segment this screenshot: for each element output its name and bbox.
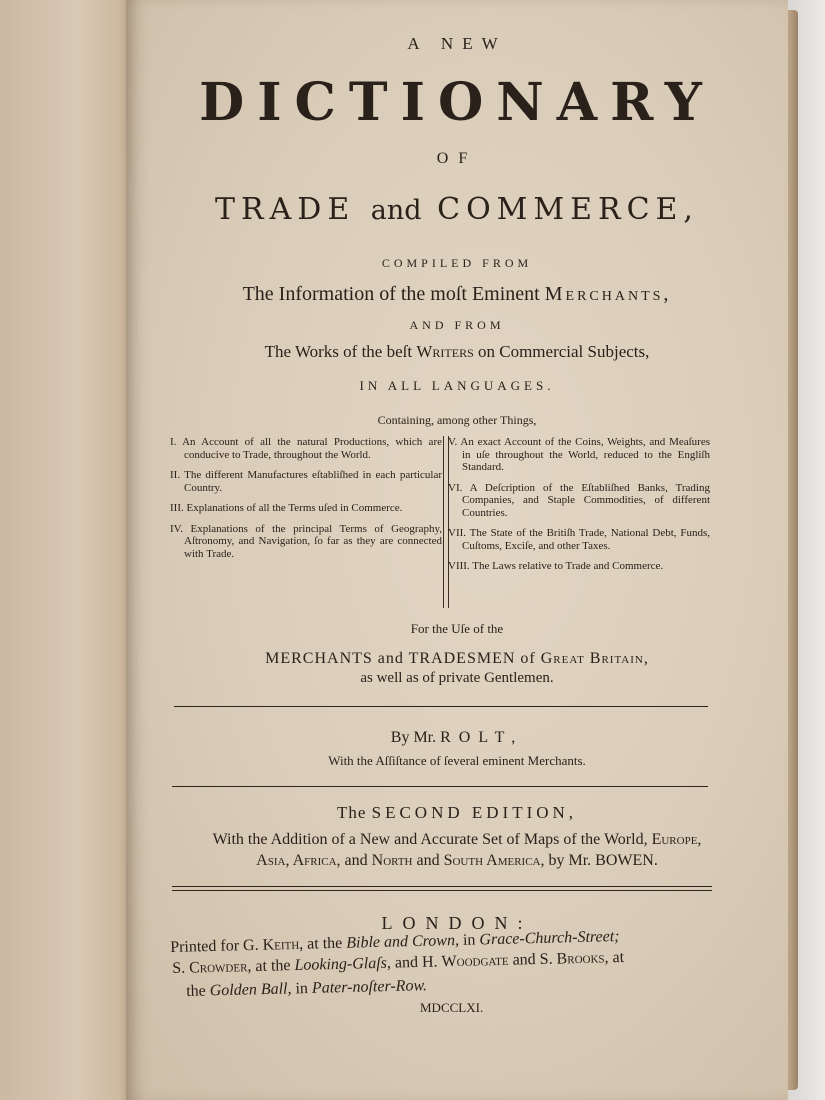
at-the-1: at the xyxy=(306,934,343,953)
maps-addition: With the Addition of a New and Accurate Set of Maps of the World, xyxy=(212,831,648,848)
information-line xyxy=(126,283,788,306)
gentlemen-line: as well as of private Gentlemen. xyxy=(360,670,554,686)
contents-right-column xyxy=(448,436,710,581)
contents-left-column xyxy=(170,436,442,568)
by-bowen: by Mr. BOWEN. xyxy=(548,852,658,869)
contents-item-6: VI. A Deſcription of the Eſtabliſhed Banks, Trading Companies, and Staple Commodities, of different Countries. xyxy=(448,481,710,519)
info-merchants: Merchants, xyxy=(544,283,672,305)
maps-line xyxy=(126,831,788,849)
contents-columns xyxy=(170,436,710,608)
imprint-london: LONDON: xyxy=(381,913,533,933)
rule-3b xyxy=(172,890,712,891)
left-page xyxy=(0,0,140,1100)
rule-1 xyxy=(174,706,708,707)
word-in-1: in xyxy=(462,931,476,949)
works-prefix: The Works of the beſt xyxy=(264,342,413,361)
and-s: and S. xyxy=(512,950,553,969)
golden-ball: Golden Ball, xyxy=(209,980,292,1000)
contents-item-5: V. An exact Account of the Coins, Weights, and Meaſures in uſe throughout the World, reduced to the Engliſh Standard. xyxy=(448,436,710,473)
title-page xyxy=(126,0,788,1100)
containing-line: Containing, among other Things, xyxy=(377,413,537,427)
and-from: AND FROM xyxy=(409,318,505,332)
word-in-2: in xyxy=(295,980,309,998)
title-dictionary: DICTIONARY xyxy=(199,72,715,133)
info-prefix: The Information of the moſt Eminent xyxy=(242,283,540,305)
contents-item-4: IV. Explanations of the principal Terms of Geography, Aſtronomy, and Navigation, ſo far as they are connected with Trade. xyxy=(170,522,442,560)
word-north: North xyxy=(371,852,413,869)
maps-europe: Europe, xyxy=(651,831,702,848)
printer-crowder: S. Crowder, xyxy=(172,958,252,977)
rule-2 xyxy=(172,786,708,787)
word-and-1: and xyxy=(344,852,368,869)
grace-church-street: Grace-Church-Street; xyxy=(479,928,620,949)
word-trade: TRADE xyxy=(215,192,356,227)
contents-item-1: I. An Account of all the natural Productions, which are conducive to Trade, throughout the World. xyxy=(170,436,442,461)
assistance-line: With the Aſſiſtance of ſeveral eminent Merchants. xyxy=(328,753,586,768)
by-mr: By Mr. xyxy=(390,729,437,746)
author-rolt: ROLT, xyxy=(440,729,524,746)
title-of: OF xyxy=(436,150,478,167)
and-h: and H. xyxy=(394,953,438,972)
works-suffix: on Commercial Subjects, xyxy=(478,342,650,361)
asia-africa: Asia, Africa, xyxy=(256,852,341,869)
word-commerce: COMMERCE, xyxy=(437,192,699,227)
at-the-2: at the xyxy=(255,957,291,975)
merchants-line xyxy=(126,650,788,668)
author-line xyxy=(126,729,788,747)
word-and-2: and xyxy=(416,852,440,869)
edition-second: SECOND EDITION, xyxy=(371,803,578,822)
continents-line xyxy=(126,852,788,870)
title-trade-commerce xyxy=(126,192,788,227)
works-writers: Writers xyxy=(416,342,474,361)
printer-woodgate: Woodgate xyxy=(441,951,509,971)
compiled-from: COMPILED FROM xyxy=(381,256,533,270)
rule-3a xyxy=(172,886,712,887)
edition-line xyxy=(126,803,788,823)
word-and: and xyxy=(370,195,422,226)
pater-noster-row: Pater-noſter-Row. xyxy=(311,977,428,997)
south-america: South America, xyxy=(443,852,545,869)
printed-for: Printed for xyxy=(170,937,240,956)
edition-the: The xyxy=(336,803,367,822)
contents-item-3: III. Explanations of all the Terms uſed in Commerce. xyxy=(170,502,403,514)
imprint-date: MDCCLXI. xyxy=(420,1000,484,1015)
for-the-use: For the Uſe of the xyxy=(410,621,504,636)
contents-item-7: VII. The State of the Britiſh Trade, National Debt, Funds, Cuſtoms, Exciſe, and other Taxes. xyxy=(448,527,710,552)
word-at: at xyxy=(612,948,625,967)
merchants-tradesmen: MERCHANTS and TRADESMEN of xyxy=(265,650,536,667)
printer-brooks: Brooks, xyxy=(556,949,609,968)
bible-and-crown: Bible and Crown, xyxy=(346,931,460,952)
great-britain: Great Britain, xyxy=(540,650,649,667)
printer-keith: G. Keith, xyxy=(242,935,304,955)
works-line xyxy=(126,342,788,362)
title-a-new: A NEW xyxy=(407,34,507,53)
looking-glass: Looking-Glaſs, xyxy=(294,954,392,975)
contents-item-8: VIII. The Laws relative to Trade and Commerce. xyxy=(448,560,664,572)
contents-item-2: II. The different Manufactures eſtabliſhed in each particular Country. xyxy=(170,469,442,494)
all-languages: IN ALL LANGUAGES. xyxy=(359,378,555,393)
word-the: the xyxy=(186,982,206,1000)
imprint-line-3 xyxy=(186,976,486,1001)
